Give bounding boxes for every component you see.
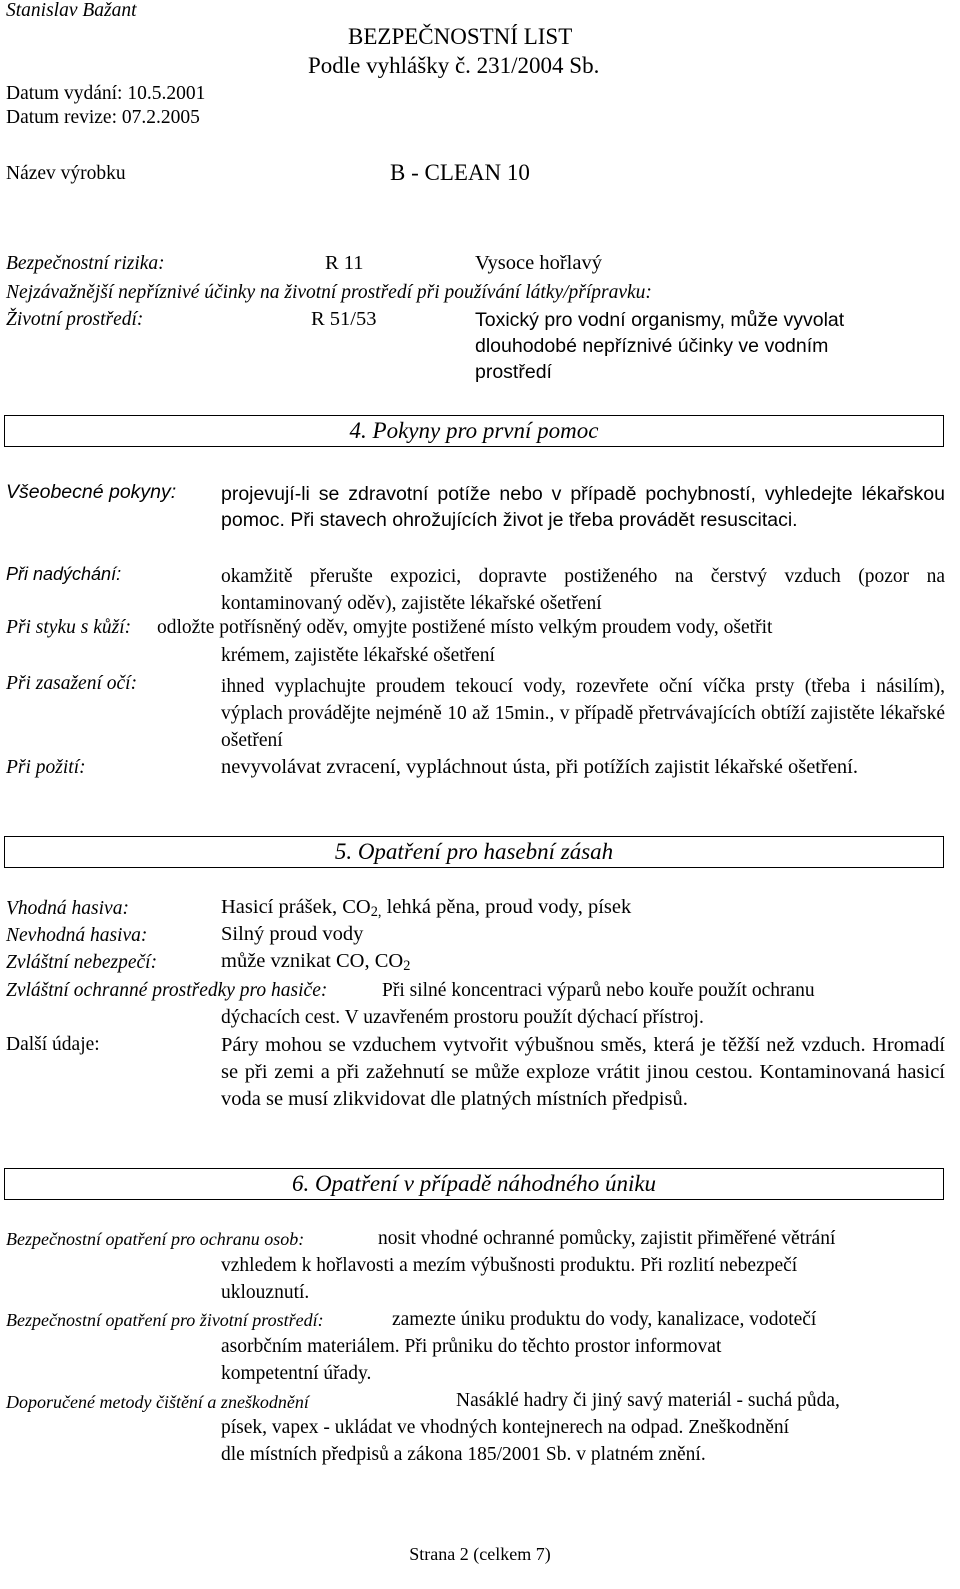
special-hazard-text: může vznikat CO, $CO_2$ — [221, 950, 411, 974]
section-6-header — [4, 1168, 944, 1200]
env-risk-text-line-1: Toxický pro vodní organismy, může vyvolat — [475, 309, 845, 331]
eye-contact-text: ihned vyplachujte proudem tekoucí vody, rozevřete oční víčka prsty (třeba i násilím), výplach provádějte nejméně 10 až 15min., v případě přetrvávajících obtíží zajistěte lékařské ošetření — [221, 676, 945, 751]
product-label: Název výrobku — [6, 163, 126, 184]
protective-equipment-text-line-2: dýchacích cest. V uzavřeném prostoru použít dýchací přístroj. — [221, 1007, 704, 1028]
suitable-extinguishers-label: Vhodná hasiva: — [6, 898, 129, 919]
general-instructions-label: Všeobecné pokyny: — [6, 481, 177, 503]
env-precautions-text-line-1: zamezte úniku produktu do vody, kanalizace, vodotečí — [392, 1309, 817, 1330]
env-risk-code: R 51/53 — [311, 308, 377, 330]
protective-equipment-label: Zvláštní ochranné prostředky pro hasiče: — [6, 980, 328, 1001]
personal-precautions-label: Bezpečnostní opatření pro ochranu osob: — [6, 1229, 305, 1249]
other-info-text: Páry mohou se vzduchem vytvořit výbušnou směs, která je těžší než vzduch. Hromadí se při zemi a při zažehnutí se může exploze vrátit jinou cestou. Kontaminovaná hasicí voda se musí zlikvidovat dle platných místních předpisů. — [221, 1034, 945, 1110]
unsuitable-extinguishers-label: Nevhodná hasiva: — [6, 925, 148, 946]
inhalation-text: okamžitě přerušte expozici, dopravte postiženého na čerstvý vzduch (pozor na kontaminovaný oděv), zajistěte lékařské ošetření — [221, 566, 945, 614]
safety-risk-text: Vysoce hořlavý — [475, 252, 602, 274]
personal-precautions-text-line-1: nosit vhodné ochranné pomůcky, zajistit přiměřené větrání — [378, 1228, 836, 1249]
issue-date: Datum vydání: 10.5.2001 — [6, 83, 206, 104]
personal-precautions-text-line-3: uklouznutí. — [221, 1282, 310, 1303]
ingestion-label: Při požití: — [6, 757, 86, 778]
unsuitable-extinguishers-text: Silný proud vody — [221, 923, 364, 945]
cleanup-methods-text-line-2: písek, vapex - ukládat ve vhodných kontejnerech na odpad. Zneškodnění — [221, 1417, 790, 1438]
revision-date: Datum revize: 07.2.2005 — [6, 107, 200, 128]
env-precautions-text-line-2: asorbčním materiálem. Při průniku do těchto prostor informovat — [221, 1336, 722, 1357]
section-4-title: 4. Pokyny pro první pomoc — [349, 418, 599, 443]
document-title: BEZPEČNOSTNÍ LIST — [348, 24, 573, 49]
skin-contact-label: Při styku s kůží: — [6, 617, 132, 638]
document-subtitle: Podle vyhlášky č. 231/2004 Sb. — [308, 53, 600, 78]
general-instructions-text: projevují-li se zdravotní potíže nebo v případě pochybností, vyhledejte lékařskou pomoc. Při stavech ohrožujících život je třeba provádět resuscitaci. — [221, 483, 945, 531]
env-label: Životní prostředí: — [6, 309, 144, 330]
env-risk-text-line-2: dlouhodobé nepříznivé účinky ve vodním — [475, 335, 829, 357]
env-precautions-text-line-3: kompetentní úřady. — [221, 1363, 372, 1384]
skin-contact-text-line-2: krémem, zajistěte lékařské ošetření — [221, 645, 495, 666]
skin-contact-text-line-1: odložte potřísněný oděv, omyjte postižené místo velkým proudem vody, ošetřit — [157, 617, 773, 638]
personal-precautions-text-line-2: vzhledem k hořlavosti a mezím výbušnosti produktu. Při rozlití nebezpečí — [221, 1255, 798, 1276]
env-risk-text-line-3: prostředí — [475, 361, 552, 383]
cleanup-methods-label: Doporučené metody čištění a zneškodnění — [6, 1392, 309, 1412]
env-precautions-label: Bezpečnostní opatření pro životní prostředí: — [6, 1310, 324, 1330]
env-effects-heading: Nejzávažnější nepříznivé účinky na životní prostředí při používání látky/přípravku: — [6, 282, 652, 303]
safety-risk-code: R 11 — [325, 252, 364, 274]
special-hazard-label: Zvláštní nebezpečí: — [6, 952, 158, 973]
protective-equipment-text-line-1: Při silné koncentraci výparů nebo kouře použít ochranu — [382, 980, 815, 1001]
section-5-title: 5. Opatření pro hasební zásah — [334, 839, 614, 864]
ingestion-text: nevyvolávat zvracení, vypláchnout ústa, při potížích zajistit lékařské ošetření. — [221, 756, 858, 778]
section-4-header — [4, 415, 944, 447]
cleanup-methods-text-line-1: Nasáklé hadry či jiný savý materiál - suchá půda, — [456, 1390, 840, 1411]
page-number: Strana 2 (celkem 7) — [409, 1544, 551, 1564]
safety-risks-label: Bezpečnostní rizika: — [6, 253, 165, 274]
cleanup-methods-text-line-3: dle místních předpisů a zákona 185/2001 Sb. v platném znění. — [221, 1444, 706, 1465]
inhalation-label: Při nadýchání: — [6, 564, 122, 584]
other-info-label: Další údaje: — [6, 1034, 100, 1055]
author: Stanislav Bažant — [6, 0, 137, 21]
product-name: B - CLEAN 10 — [390, 160, 530, 185]
section-5-header — [4, 836, 944, 868]
section-6-title: 6. Opatření v případě náhodného úniku — [291, 1171, 657, 1196]
suitable-extinguishers-text: Hasicí prášek, $CO_{2,}$ lehká pěna, proud vody, písek — [221, 896, 632, 920]
eye-contact-label: Při zasažení očí: — [6, 673, 138, 694]
